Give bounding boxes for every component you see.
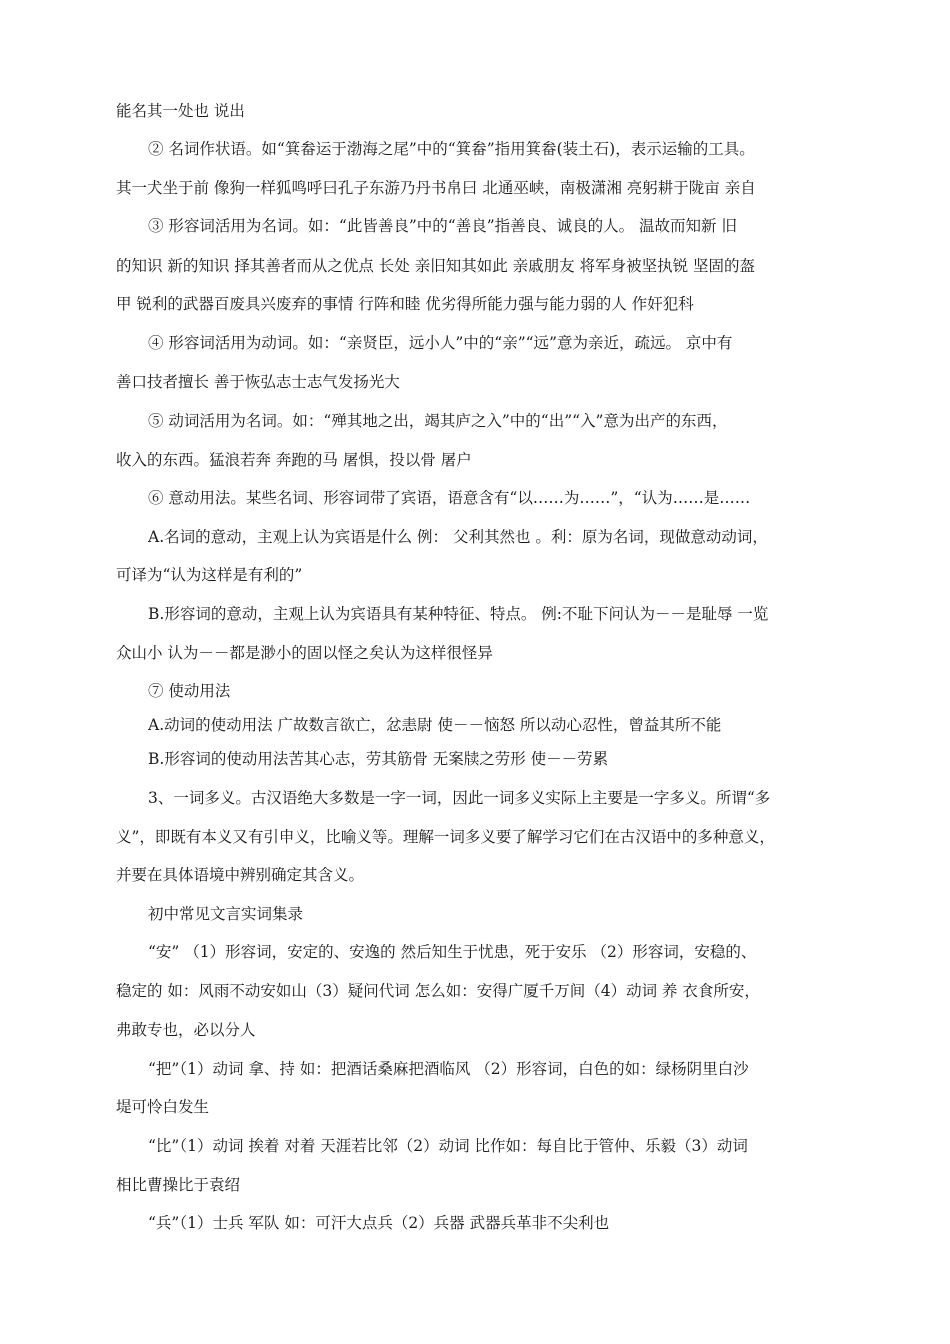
text-line: “兵”（1）士兵 军队 如：可汗大点兵（2）兵器 武器兵革非不尖利也 <box>148 1214 610 1232</box>
text-line: ⑥ 意动用法。某些名词、形容词带了宾语，语意含有“以……为……”，“认为……是…… <box>148 489 751 507</box>
text-line: 善口技者擅长 善于恢弘志士志气发扬光大 <box>116 373 400 391</box>
text-line: “把”（1）动词 拿、持 如：把酒话桑麻把酒临风 （2）形容词，白色的如：绿杨阴里白沙 <box>148 1060 749 1078</box>
text-line: B.形容词的意动，主观上认为宾语具有某种特征、特点。 例:不耻下问认为－－是耻辱 一览 <box>148 605 769 623</box>
text-line: “比”（1）动词 挨着 对着 天涯若比邻（2）动词 比作如：每自比于管仲、乐毅（3）动词 <box>148 1137 748 1155</box>
text-line: 众山小 认为－－都是渺小的固以怪之矣认为这样很怪异 <box>116 644 493 662</box>
text-line: 的知识 新的知识 择其善者而从之优点 长处 亲旧知其如此 亲戚朋友 将军身被坚执锐 坚固的盔 <box>116 257 755 275</box>
text-line: 相比曹操比于袁绍 <box>116 1176 241 1194</box>
text-line: 弗敢专也，必以分人 <box>116 1021 256 1039</box>
text-line: 并要在具体语境中辨别确定其含义。 <box>116 866 365 884</box>
text-line: 初中常见文言实词集录 <box>148 905 304 923</box>
text-line: A.名词的意动，主观上认为宾语是什么 例： 父利其然也 。利：原为名词，现做意动动词， <box>148 528 768 546</box>
text-line: 义”，即既有本义又有引申义，比喻义等。理解一词多义要了解学习它们在古汉语中的多种意义， <box>116 828 775 846</box>
text-line: 收入的东西。猛浪若奔 奔跑的马 屠惧，投以骨 屠户 <box>116 451 472 469</box>
text-line: A.动词的使动用法 广故数言欲亡，忿恚尉 使－－恼怒 所以动心忍性，曾益其所不能 <box>148 716 722 734</box>
text-line: B.形容词的使动用法苦其心志，劳其筋骨 无案牍之劳形 使－－劳累 <box>148 750 609 768</box>
text-line: ④ 形容词活用为动词。如：“亲贤臣，远小人”中的“亲”“远”意为亲近，疏远。 京中有 <box>148 334 733 352</box>
text-line: 可译为“认为这样是有利的” <box>116 566 303 584</box>
text-line: 堤可怜白发生 <box>116 1098 210 1116</box>
text-line: 3、一词多义。古汉语绝大多数是一字一词，因此一词多义实际上主要是一字多义。所谓“多 <box>148 789 771 807</box>
text-line: 稳定的 如：风雨不动安如山（3）疑问代词 怎么如：安得广厦千万间（4）动词 养 衣食所安， <box>116 982 760 1000</box>
text-line: 能名其一处也 说出 <box>116 102 245 120</box>
text-line: ⑤ 动词活用为名词。如：“殚其地之出，竭其庐之入”中的“出”“入”意为出产的东西， <box>148 412 728 430</box>
text-line: “安” （1）形容词，安定的、安逸的 然后知生于忧患，死于安乐 （2）形容词，安稳的、 <box>148 943 757 961</box>
text-line: ③ 形容词活用为名词。如：“此皆善良”中的“善良”指善良、诚良的人。 温故而知新 旧 <box>148 217 737 235</box>
text-line: ⑦ 使动用法 <box>148 682 231 700</box>
text-line: ② 名词作状语。如“箕畚运于渤海之尾”中的“箕畚”指用箕畚(装土石)，表示运输的工具。 <box>148 140 755 158</box>
text-line: 其一犬坐于前 像狗一样狐鸣呼曰孔子东游乃丹书帛曰 北通巫峡，南极潇湘 亮躬耕于陇亩 亲自 <box>116 179 756 197</box>
text-line: 甲 锐利的武器百废具兴废弃的事情 行阵和睦 优劣得所能力强与能力弱的人 作奸犯科 <box>116 295 694 313</box>
